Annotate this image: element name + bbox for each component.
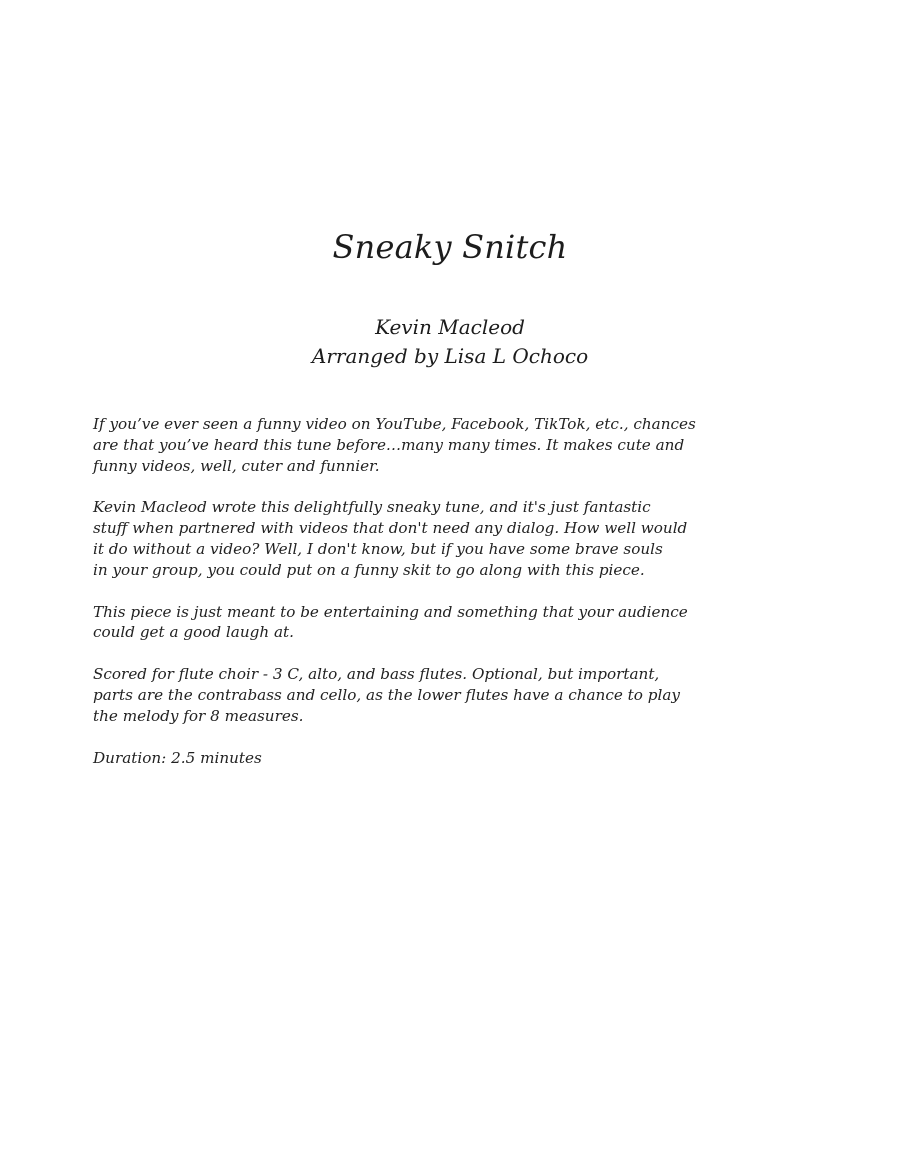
paragraph-line: in your group, you could put on a funny skit to go along with this piece. [93, 560, 645, 579]
duration-line: Duration: 2.5 minutes [93, 748, 262, 767]
intro-paragraph [93, 414, 783, 476]
paragraph-line: stuff when partnered with videos that don't need any dialog. How well would [93, 519, 688, 538]
program-notes [93, 414, 783, 789]
paragraph-line: Scored for flute choir - 3 C, alto, and bass flutes. Optional, but important, [93, 665, 660, 684]
paragraph-line: could get a good laugh at. [93, 623, 294, 642]
composer-paragraph [93, 497, 783, 580]
paragraph-line: This piece is just meant to be entertaining and something that your audience [93, 602, 688, 621]
scoring-paragraph [93, 664, 783, 726]
paragraph-line: Kevin Macleod wrote this delightfully sneaky tune, and it's just fantastic [93, 498, 651, 517]
paragraph-line: If you’ve ever seen a funny video on YouTube, Facebook, TikTok, etc., chances [93, 415, 696, 433]
paragraph-line: it do without a video? Well, I don't know, but if you have some brave souls [93, 539, 663, 558]
composer-credit: Kevin Macleod [375, 315, 525, 339]
paragraph-line: are that you’ve heard this tune before…many many times. It makes cute and [93, 435, 685, 454]
duration-paragraph [93, 748, 783, 769]
paragraph-line: funny videos, well, cuter and funnier. [93, 456, 380, 475]
arranger-credit: Arranged by Lisa L Ochoco [311, 344, 589, 368]
purpose-paragraph [93, 602, 783, 644]
paragraph-line: parts are the contrabass and cello, as the lower flutes have a chance to play [93, 685, 680, 704]
page-title: Sneaky Snitch [332, 228, 568, 266]
credits-block [0, 313, 900, 371]
paragraph-line: the melody for 8 measures. [93, 706, 304, 725]
